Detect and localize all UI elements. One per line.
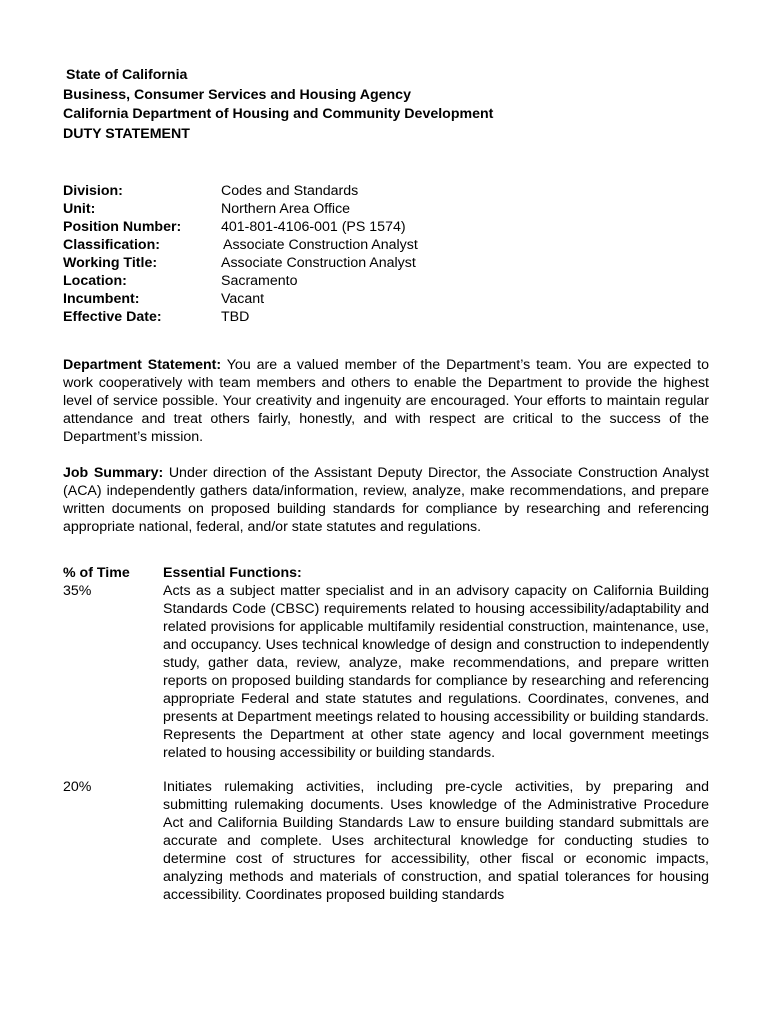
info-label: Unit: xyxy=(63,201,96,217)
header-state: State of California xyxy=(66,67,188,83)
info-label: Classification: xyxy=(63,237,160,253)
info-row-unit xyxy=(63,200,709,218)
info-value: Sacramento xyxy=(221,273,298,289)
job-summary xyxy=(63,464,709,536)
function-item xyxy=(63,582,709,762)
info-label: Division: xyxy=(63,183,123,199)
job-summary-label: Job Summary: xyxy=(63,465,164,481)
info-label: Position Number: xyxy=(63,219,182,235)
info-value: Associate Construction Analyst xyxy=(223,237,418,253)
info-label: Effective Date: xyxy=(63,309,162,325)
info-row-division xyxy=(63,182,709,200)
info-value: Associate Construction Analyst xyxy=(221,255,416,271)
header-department: California Department of Housing and Community Development xyxy=(63,106,494,122)
info-value: TBD xyxy=(221,309,250,325)
info-row-classification xyxy=(63,236,709,254)
duty-statement-page xyxy=(63,66,709,904)
info-label: Location: xyxy=(63,273,127,289)
functions-header xyxy=(63,564,709,582)
department-statement-text: You are a valued member of the Department’s team. You are expected to work cooperatively with team members and others to enable the Department to provide the highest level of service possible. Your creativity and ingenuity are encouraged. Your efforts to maintain regular attendance and treat others fairly, honestly, and with respect are critical to the success of the Department’s mission. xyxy=(63,357,709,445)
department-statement xyxy=(63,356,709,446)
info-value: 401-801-4106-001 (PS 1574) xyxy=(221,219,406,235)
function-percent: 35% xyxy=(63,583,92,599)
info-row-location xyxy=(63,272,709,290)
function-percent: 20% xyxy=(63,779,92,795)
position-info-table xyxy=(63,182,709,326)
info-value: Codes and Standards xyxy=(221,183,359,199)
header-agency: Business, Consumer Services and Housing Agency xyxy=(63,86,411,103)
document-title: DUTY STATEMENT xyxy=(63,125,190,142)
info-row-effective-date xyxy=(63,308,709,326)
info-row-incumbent xyxy=(63,290,709,308)
info-label: Incumbent: xyxy=(63,291,140,307)
percent-of-time-heading: % of Time xyxy=(63,565,130,581)
info-value: Vacant xyxy=(221,291,265,307)
function-item xyxy=(63,778,709,904)
info-label: Working Title: xyxy=(63,255,158,271)
function-description: Acts as a subject matter specialist and in an advisory capacity on California Building Standards Code (CBSC) requirements related to housing accessibility/adaptability and related provisions for applicable multifamily residential construction, maintenance, use, and occupancy. Uses technical knowledge of design and construction to independently study, gather data, review, analyze, make recommendations, and prepare written reports on proposed building standards for compliance by researching and referencing appropriate Federal and state statutes and regulations. Coordinates, convenes, and presents at Department meetings related to housing accessibility or building standards. Represents the Department at other state agency and local government meetings related to housing accessibility or building standards. xyxy=(163,583,709,761)
essential-functions-heading: Essential Functions: xyxy=(163,565,302,581)
info-row-working-title xyxy=(63,254,709,272)
department-statement-label: Department Statement: xyxy=(63,357,222,373)
function-description: Initiates rulemaking activities, including pre-cycle activities, by preparing and submitting rulemaking documents. Uses knowledge of the Administrative Procedure Act and California Building Standards Law to ensure building standard submittals are accurate and complete. Uses architectural knowledge for conducting studies to determine cost of structures for accessibility, other fiscal or economic impacts, analyzing methods and materials of construction, and spatial tolerances for housing accessibility. Coordinates proposed building standards xyxy=(163,779,709,903)
info-row-position-number xyxy=(63,218,709,236)
info-value: Northern Area Office xyxy=(221,201,351,217)
job-summary-text: Under direction of the Assistant Deputy Director, the Associate Construction Analyst (ACA) independently gathers data/information, review, analyze, make recommendations, and prepare written documents on proposed building standards for compliance by researching and referencing appropriate national, federal, and/or state statutes and regulations. xyxy=(63,465,709,535)
